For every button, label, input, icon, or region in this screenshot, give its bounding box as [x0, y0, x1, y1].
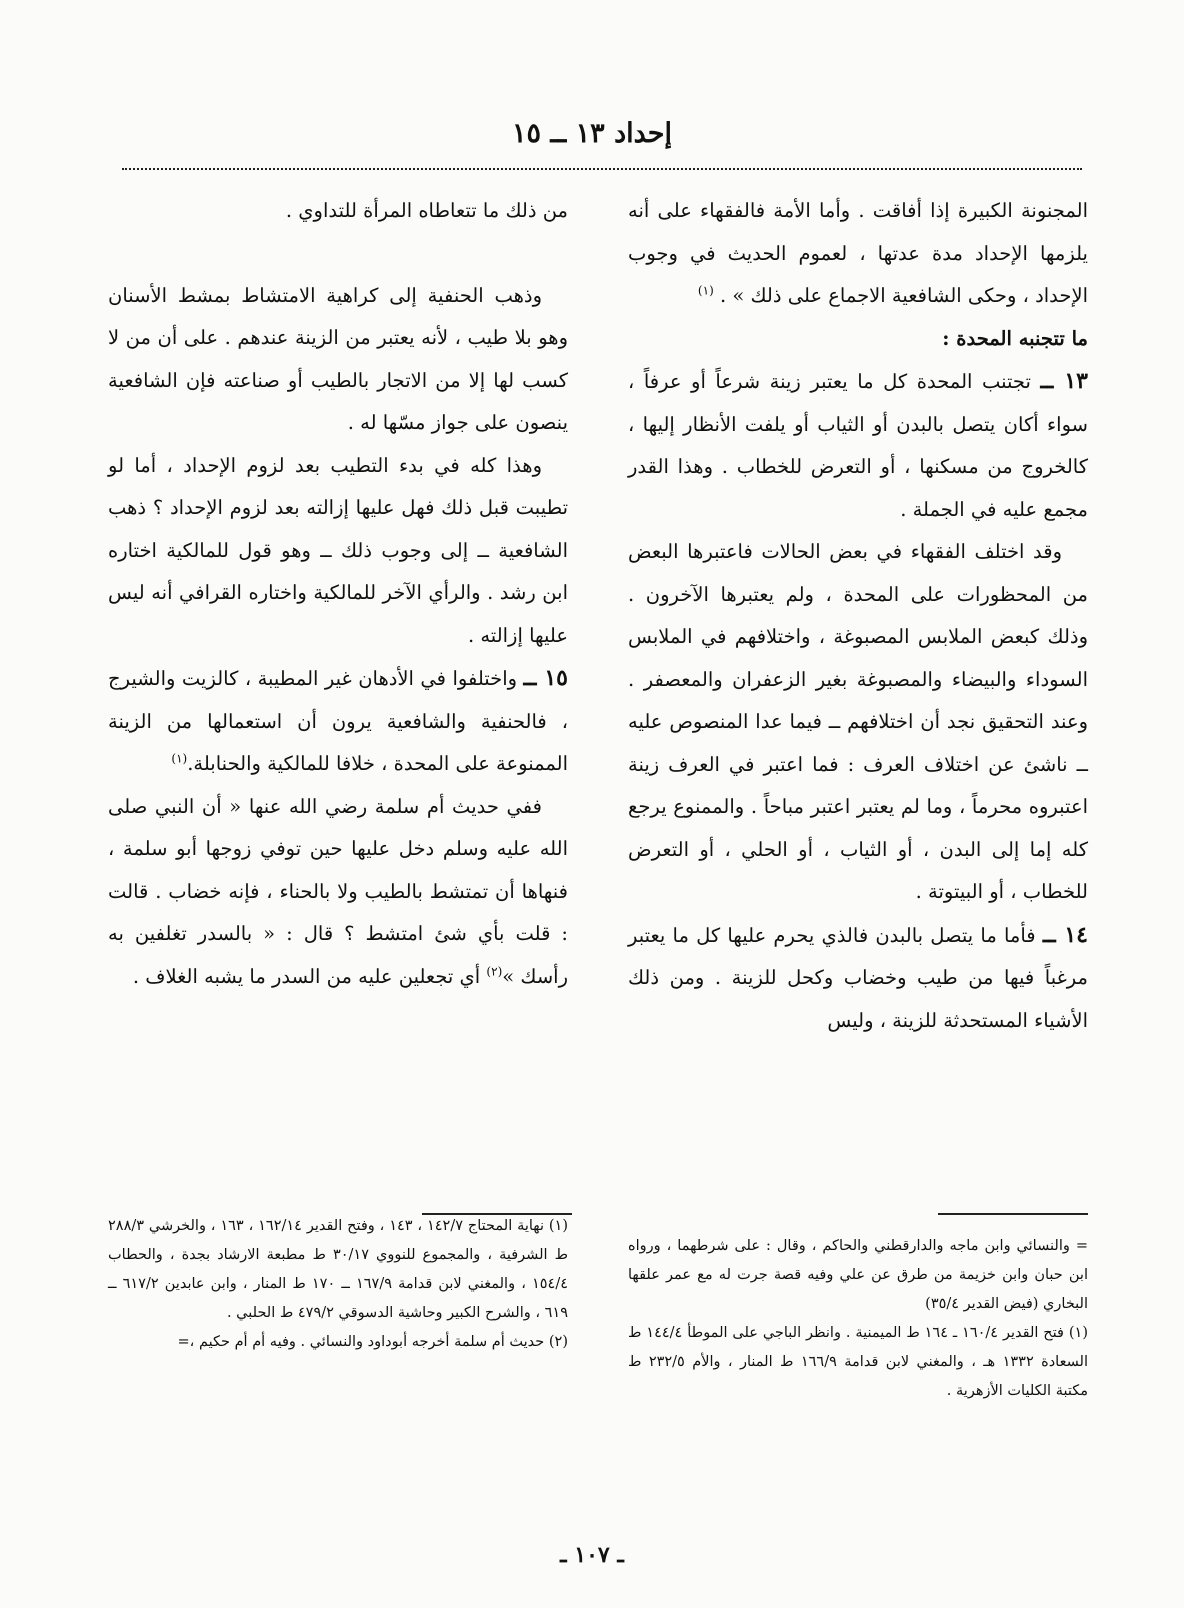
paragraph: وهذا كله في بدء التطيب بعد لزوم الإحداد ، أما لو تطيبت قبل ذلك فهل عليها إزالته بعد لزوم الإحداد ؟ ذهب الشافعية ــ إلى وجوب ذلك ــ وهو قول للمالكية اختاره ابن رشد . والرأي الآخر للمالكية واختاره القرافي أنه ليس عليها إزالته . [108, 453, 568, 647]
paragraph: وقد اختلف الفقهاء في بعض الحالات فاعتبرها البعض من المحظورات على المحدة ، ولم يعتبرها الآخرون . وذلك كبعض الملابس المصبوغة ، واختلافهم في الملابس السوداء والبيضاء والمصبوغة بغير الزعفران والمعصفر . وعند التحقيق نجد أن اختلافهم ــ فيما عدا المنصوص عليه ــ ناشئ عن اختلاف العرف : فما اعتبر في العرف زينة اعتبروه محرماً ، وما لم يعتبر اعتبر مباحاً . والممنوع يرجع كله إما إلى البدن ، أو الثياب ، أو الحلي ، أو التعرض للخطاب ، أو البيتوتة . [628, 540, 1088, 903]
running-header: إحداد ١٣ ــ ١٥ [512, 118, 672, 149]
footnote-ref[interactable]: (١) [171, 751, 188, 766]
footnote-ref[interactable]: (١) [697, 283, 714, 298]
paragraph: ففي حديث أم سلمة رضي الله عنها « أن النبي صلى الله عليه وسلم دخل عليها حين توفي زوجها أبو سلمة ، فنهاها أن تمتشط بالطيب ولا بالحناء ، فإنه خضاب . قالت : قلت بأي شئ امتشط ؟ قال : « بالسدر تغلفين به رأسك »$^{(٢)}$ أي تجعلين عليه من السدر ما يشبه الغلاف . [108, 794, 568, 988]
footnote: (١) فتح القدير ١٦٠/٤ ـ ١٦٤ ط الميمنية . وانظر الباجي على الموطأ ١٤٤/٤ ط السعادة ١٣٣٢ هـ ، والمغني لابن قدامة ١٦٦/٩ ط المنار ، والأم ٢٣٢/٥ ط مكتبة الكليات الأزهرية . [628, 1325, 1088, 1399]
header-dotted-rule [122, 168, 1082, 170]
paragraph: من ذلك ما تتعاطاه المرأة للتداوي . [285, 199, 568, 222]
footnotes-right [628, 1232, 1088, 1406]
paragraph: وذهب الحنفية إلى كراهية الامتشاط بمشط الأسنان وهو بلا طيب ، لأنه يعتبر من الزينة عندهم . على أن من لا كسب لها إلا من الاتجار بالطيب أو صناعته فإن الشافعية ينصون على جواز مسّها له . [108, 283, 568, 434]
page-number: ـ ١٠٧ ـ [560, 1542, 624, 1568]
footnote-rule [938, 1213, 1088, 1215]
footnote: (١) نهاية المحتاج ١٤٢/٧ ، ١٤٣ ، وفتح القدير ١٦٢/١٤ ، ١٦٣ ، والخرشي ٢٨٨/٣ ط الشرفية ، والمجموع للنووي ٣٠/١٧ ط مطبعة الارشاد بجدة ، والحطاب ١٥٤/٤ ، والمغني لابن قدامة ١٦٧/٩ ــ ١٧٠ ط المنار ، وابن عابدين ٦١٧/٢ ــ ٦١٩ ، والشرح الكبير وحاشية الدسوقي ٤٧٩/٢ ط الحلبي . [108, 1218, 569, 1321]
right-column [628, 190, 1088, 1042]
footnotes-left [108, 1212, 568, 1357]
section-15: ١٥ ــ واختلفوا في الأدهان غير المطيبة ، كالزيت والشيرج ، فالحنفية والشافعية يرون أن استعمالها من الزينة الممنوعة على المحدة ، خلافا للمالكية والحنابلة.$^{(١)}$ [108, 665, 568, 775]
spacer [108, 233, 568, 275]
section-number: ١٤ ــ [1042, 921, 1088, 948]
paragraph: المجنونة الكبيرة إذا أفاقت . وأما الأمة فالفقهاء على أنه يلزمها الإحداد مدة عدتها ، لعموم الحديث في وجوب الإحداد ، وحكى الشافعية الاجماع على ذلك » . $^{(١)}$ [628, 199, 1088, 307]
section-number: ١٥ ــ [523, 665, 568, 691]
footnote: (٢) حديث أم سلمة أخرجه أبوداود والنسائي . وفيه أم أم حكيم ،= [177, 1334, 568, 1350]
section-14: ١٤ ــ فأما ما يتصل بالبدن فالذي يحرم عليها كل ما يعتبر مرغباً فيها من طيب وخضاب وكحل للزينة . ومن ذلك الأشياء المستحدثة للزينة ، وليس [628, 921, 1088, 1032]
section-heading: ما تتجنبه المحدة : [942, 326, 1088, 350]
section-13: ١٣ ــ تجتنب المحدة كل ما يعتبر زينة شرعاً أو عرفاً ، سواء أكان يتصل بالبدن أو الثياب أو يلفت الأنظار إليها ، كالخروج من مسكنها ، أو التعرض للخطاب . وهذا القدر مجمع عليه في الجملة . [628, 368, 1088, 521]
left-column [108, 190, 568, 998]
section-number: ١٣ ــ [1040, 368, 1088, 394]
footnote-ref[interactable]: (٢) [486, 964, 503, 978]
footnote-continuation: = والنسائي وابن ماجه والدارقطني والحاكم ، وقال : على شرطهما ، ورواه ابن حبان وابن خزيمة من طرق عن علي وفيه قصة جرت له مع عمر علقها البخاري (فيض القدير ٣٥/٤) [628, 1238, 1088, 1312]
